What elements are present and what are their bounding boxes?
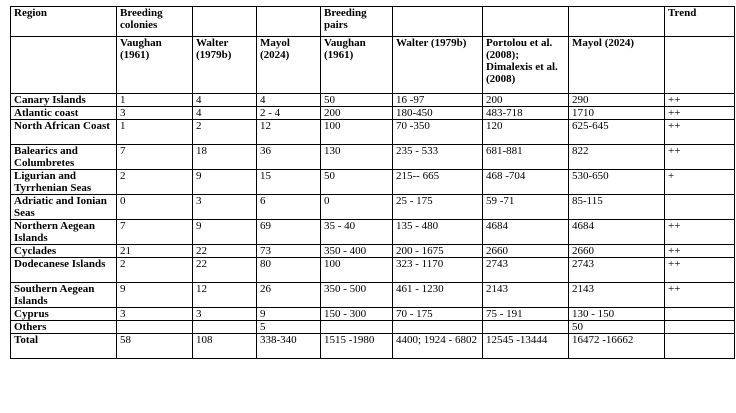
value-cell: ++ <box>665 94 735 107</box>
value-cell: 16472 -16662 <box>569 334 665 359</box>
value-cell: 50 <box>321 170 393 195</box>
value-cell: 200 <box>483 94 569 107</box>
table-row <box>11 308 735 321</box>
header-blank <box>569 7 665 37</box>
value-cell: 350 - 400 <box>321 245 393 258</box>
region-cell: Cyprus <box>11 308 117 321</box>
value-cell: 80 <box>257 258 321 283</box>
value-cell: 100 <box>321 258 393 283</box>
value-cell: 2660 <box>569 245 665 258</box>
table-row <box>11 245 735 258</box>
region-cell: Cyclades <box>11 245 117 258</box>
table-row <box>11 220 735 245</box>
value-cell <box>321 321 393 334</box>
value-cell: 58 <box>117 334 193 359</box>
value-cell: 69 <box>257 220 321 245</box>
header-blank <box>483 7 569 37</box>
table-row <box>11 195 735 220</box>
subheader: Walter (1979b) <box>393 37 483 94</box>
value-cell: 5 <box>257 321 321 334</box>
subheader: Vaughan (1961) <box>321 37 393 94</box>
value-cell: 338-340 <box>257 334 321 359</box>
value-cell: 100 <box>321 120 393 145</box>
value-cell: ++ <box>665 258 735 283</box>
value-cell: 0 <box>117 195 193 220</box>
table-row <box>11 258 735 283</box>
region-cell: Atlantic coast <box>11 107 117 120</box>
value-cell: 0 <box>321 195 393 220</box>
header-trend: Trend <box>665 7 735 37</box>
value-cell: ++ <box>665 245 735 258</box>
value-cell: ++ <box>665 283 735 308</box>
value-cell: 12545 -13444 <box>483 334 569 359</box>
value-cell: 180-450 <box>393 107 483 120</box>
value-cell: 9 <box>117 283 193 308</box>
value-cell <box>665 195 735 220</box>
value-cell <box>483 321 569 334</box>
value-cell: 15 <box>257 170 321 195</box>
value-cell: 16 -97 <box>393 94 483 107</box>
region-cell: Southern Aegean Islands <box>11 283 117 308</box>
value-cell: 3 <box>117 107 193 120</box>
subheader: Vaughan (1961) <box>117 37 193 94</box>
value-cell: 2 <box>117 170 193 195</box>
header-blank <box>11 37 117 94</box>
value-cell: 4684 <box>569 220 665 245</box>
value-cell: ++ <box>665 120 735 145</box>
value-cell: 7 <box>117 220 193 245</box>
region-cell: Balearics and Columbretes <box>11 145 117 170</box>
region-cell: Total <box>11 334 117 359</box>
subheader: Portolou et al. (2008); Dimalexis et al. (2008) <box>483 37 569 94</box>
value-cell: 21 <box>117 245 193 258</box>
value-cell: 9 <box>193 220 257 245</box>
value-cell: 1 <box>117 94 193 107</box>
value-cell: 130 - 150 <box>569 308 665 321</box>
value-cell: 3 <box>193 195 257 220</box>
value-cell: 130 <box>321 145 393 170</box>
value-cell: 59 -71 <box>483 195 569 220</box>
header-region: Region <box>11 7 117 37</box>
value-cell: 4 <box>193 94 257 107</box>
value-cell: 26 <box>257 283 321 308</box>
header-blank <box>257 7 321 37</box>
value-cell: 1710 <box>569 107 665 120</box>
value-cell: 150 - 300 <box>321 308 393 321</box>
breeding-table <box>10 6 735 359</box>
value-cell: 2143 <box>483 283 569 308</box>
value-cell: 2 - 4 <box>257 107 321 120</box>
value-cell: 350 - 500 <box>321 283 393 308</box>
value-cell: 200 <box>321 107 393 120</box>
value-cell: 2 <box>117 258 193 283</box>
value-cell: 1 <box>117 120 193 145</box>
value-cell: 35 - 40 <box>321 220 393 245</box>
value-cell: 4684 <box>483 220 569 245</box>
value-cell: 85-115 <box>569 195 665 220</box>
value-cell: 681-881 <box>483 145 569 170</box>
value-cell: 323 - 1170 <box>393 258 483 283</box>
value-cell: 9 <box>257 308 321 321</box>
value-cell: 50 <box>569 321 665 334</box>
value-cell: 22 <box>193 245 257 258</box>
value-cell <box>665 321 735 334</box>
value-cell: 483-718 <box>483 107 569 120</box>
value-cell: 290 <box>569 94 665 107</box>
header-blank <box>193 7 257 37</box>
region-cell: Ligurian and Tyrrhenian Seas <box>11 170 117 195</box>
value-cell: 18 <box>193 145 257 170</box>
value-cell: 2743 <box>483 258 569 283</box>
table-row <box>11 94 735 107</box>
value-cell: 50 <box>321 94 393 107</box>
value-cell: 22 <box>193 258 257 283</box>
value-cell: 70 -350 <box>393 120 483 145</box>
value-cell: 200 - 1675 <box>393 245 483 258</box>
table-row <box>11 145 735 170</box>
region-cell: Adriatic and Ionian Seas <box>11 195 117 220</box>
region-cell: Dodecanese Islands <box>11 258 117 283</box>
value-cell: 120 <box>483 120 569 145</box>
value-cell: 7 <box>117 145 193 170</box>
value-cell: ++ <box>665 145 735 170</box>
header-blank <box>665 37 735 94</box>
header-breeding-pairs: Breeding pairs <box>321 7 393 37</box>
value-cell: 70 - 175 <box>393 308 483 321</box>
table-body <box>11 94 735 359</box>
table-row <box>11 321 735 334</box>
value-cell: 4 <box>193 107 257 120</box>
header-breeding-colonies: Breeding colonies <box>117 7 193 37</box>
value-cell: 12 <box>193 283 257 308</box>
region-cell: North African Coast <box>11 120 117 145</box>
value-cell: 36 <box>257 145 321 170</box>
value-cell: 822 <box>569 145 665 170</box>
value-cell: 2743 <box>569 258 665 283</box>
table-row <box>11 107 735 120</box>
value-cell: 3 <box>193 308 257 321</box>
value-cell: 461 - 1230 <box>393 283 483 308</box>
value-cell <box>665 308 735 321</box>
value-cell: 235 - 533 <box>393 145 483 170</box>
value-cell: 75 - 191 <box>483 308 569 321</box>
value-cell: 2 <box>193 120 257 145</box>
table-row <box>11 283 735 308</box>
region-cell: Canary Islands <box>11 94 117 107</box>
value-cell: 12 <box>257 120 321 145</box>
region-cell: Others <box>11 321 117 334</box>
value-cell: 73 <box>257 245 321 258</box>
value-cell: 468 -704 <box>483 170 569 195</box>
value-cell: 530-650 <box>569 170 665 195</box>
value-cell: 6 <box>257 195 321 220</box>
value-cell: 25 - 175 <box>393 195 483 220</box>
value-cell: 1515 -1980 <box>321 334 393 359</box>
value-cell: 625-645 <box>569 120 665 145</box>
value-cell: 2660 <box>483 245 569 258</box>
value-cell: 4 <box>257 94 321 107</box>
value-cell <box>117 321 193 334</box>
value-cell: ++ <box>665 220 735 245</box>
table-row <box>11 334 735 359</box>
value-cell: + <box>665 170 735 195</box>
value-cell <box>665 334 735 359</box>
value-cell: 4400; 1924 - 6802 <box>393 334 483 359</box>
value-cell: 9 <box>193 170 257 195</box>
table-row <box>11 120 735 145</box>
subheader: Walter (1979b) <box>193 37 257 94</box>
subheader: Mayol (2024) <box>569 37 665 94</box>
region-cell: Northern Aegean Islands <box>11 220 117 245</box>
value-cell: 215-- 665 <box>393 170 483 195</box>
value-cell <box>193 321 257 334</box>
value-cell: 3 <box>117 308 193 321</box>
value-cell <box>393 321 483 334</box>
value-cell: ++ <box>665 107 735 120</box>
table-row <box>11 170 735 195</box>
header-blank <box>393 7 483 37</box>
value-cell: 2143 <box>569 283 665 308</box>
subheader: Mayol (2024) <box>257 37 321 94</box>
value-cell: 108 <box>193 334 257 359</box>
value-cell: 135 - 480 <box>393 220 483 245</box>
